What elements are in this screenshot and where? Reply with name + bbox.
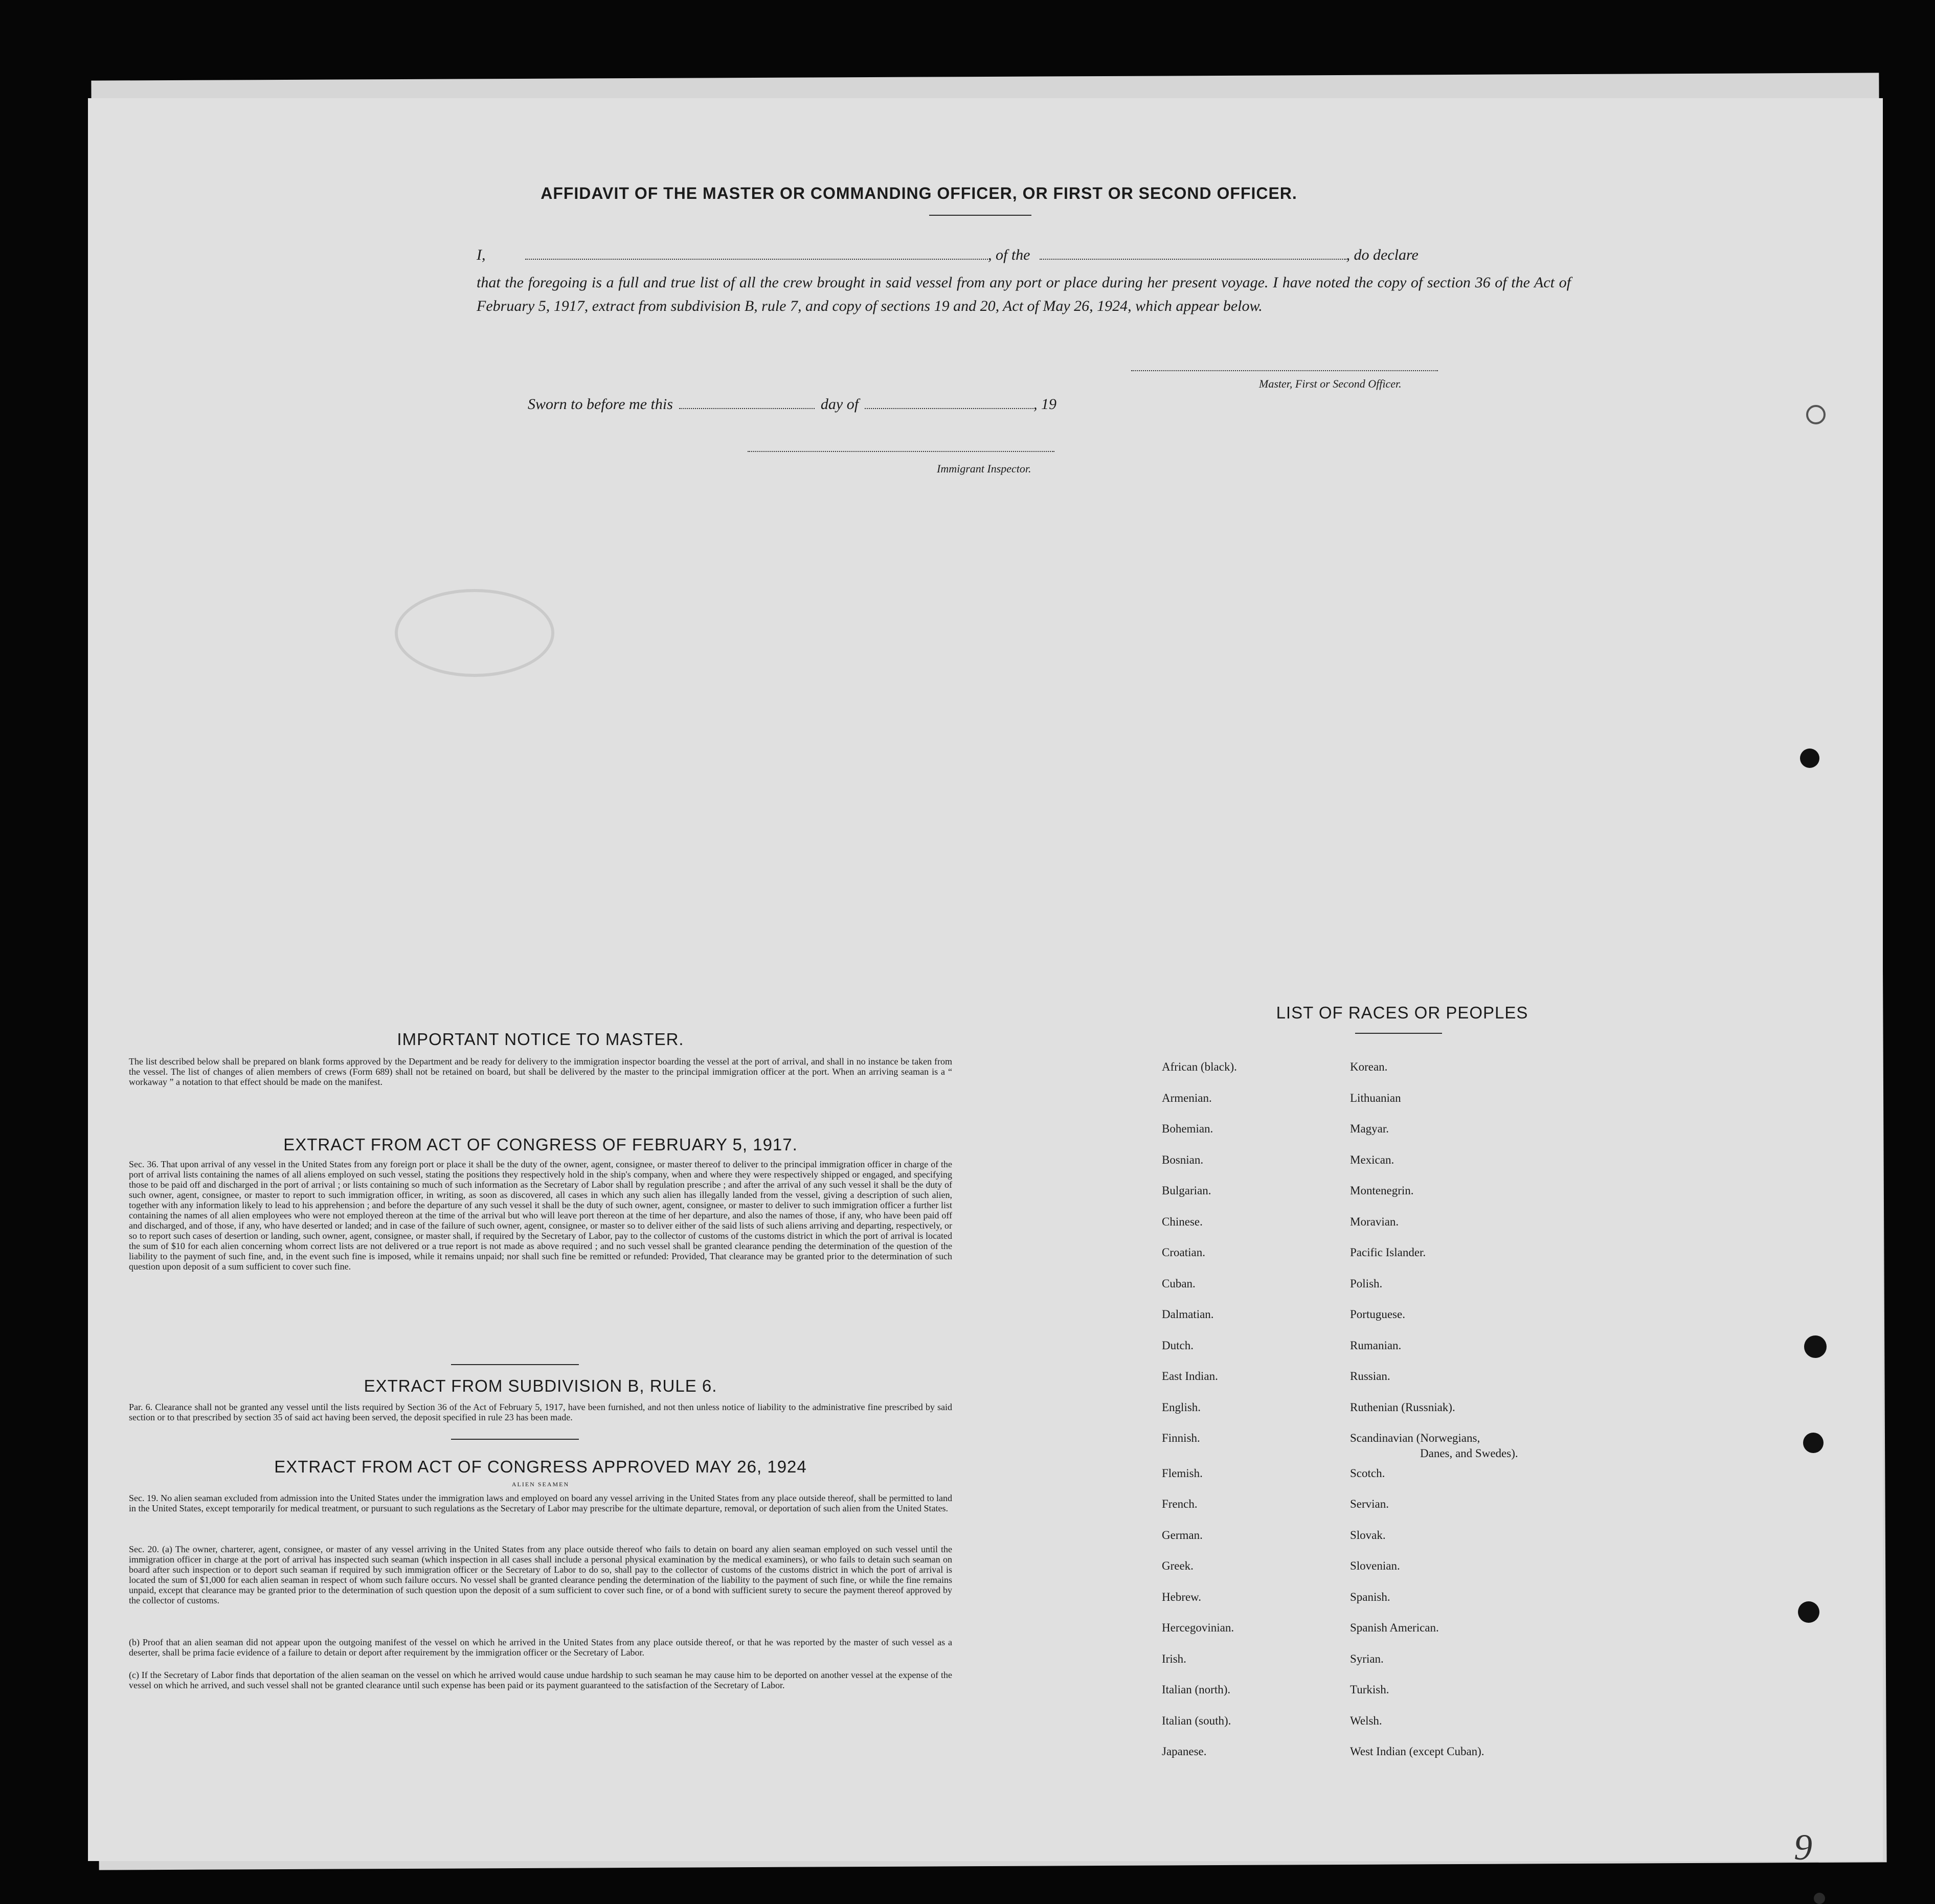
race-item: Greek. xyxy=(1162,1559,1194,1572)
race-item: German. xyxy=(1162,1528,1203,1542)
race-item: Italian (north). xyxy=(1162,1683,1231,1696)
race-item: Flemish. xyxy=(1162,1466,1203,1480)
race-item: Korean. xyxy=(1350,1060,1388,1073)
notice-body: The list described below shall be prepared on blank forms approved by the Department and be ready for delivery to the immigration inspector boarding the vessel at the port of arrival, and shall in no instance be taken from the vessel. The list of changes of alien members of crews (Form 689) shall not be retained on board, but shall be delivered by the master to the principal immigration officer at the port. When an arriving seaman is a “ workaway ” a notation to that effect should be made on the manifest. xyxy=(129,1056,952,1087)
document-page xyxy=(88,98,1883,1868)
race-item: Croatian. xyxy=(1162,1246,1205,1259)
race-item: Finnish. xyxy=(1162,1432,1200,1444)
race-item: East Indian. xyxy=(1162,1370,1218,1382)
extract-1917-body: Sec. 36. That upon arrival of any vessel in the United States from any foreign port or place it shall be the duty of the owner, agent, consignee, or master thereof to deliver to the principal immigration officer in charge of the port of arrival lists containing the names of all aliens employed on such vessel, stating the positions they respectively hold in the ship's company, when and where they were respectively shipped or engaged, and specifying those to be paid off and discharged in the port of arrival ; or lists containing so much of such information as the Secretary of Labor shall by regulation prescribe ; and after the arrival of any such vessel it shall be the duty of such owner, agent, consignee, or master to report to such immigration officer, in writing, as soon as discovered, all cases in which any such alien has illegally landed from the vessel, giving a description of such alien, together with any information likely to lead to his apprehension ; and before the departure of any such vessel it shall be the duty of such owner, agent, consignee, or master to deliver to such immigration officer a further list containing the names of all alien employees who were not employed thereon at the time of the arrival but who will leave port thereon at the time of her departure, and also the names of those, if any, who have been paid off and discharged, and of those, if any, who have deserted or landed; and in case of the failure of such owner, agent, consignee, or master so to deliver either of the said lists of such aliens arriving and departing, respectively, or so to report such cases of desertion or landing, such owner, agent, consignee, or master shall, if required by the Secretary of Labor, pay to the collector of customs of the customs district in which the port of arrival is located the sum of $10 for each alien concerning whom correct lists are not delivered or a true report is not made as above required ; and no such vessel shall be granted clearance pending the determination of the question of the liability to the payment of such fine, and, in the event such fine is imposed, while it remains unpaid; nor shall such fine be remitted or refunded: Provided, That clearance may be granted prior to the determination of such question upon deposit of a sum sufficient to cover such fine. xyxy=(129,1159,952,1272)
race-item-continuation: Danes, and Swedes). xyxy=(1420,1447,1518,1460)
race-item: West Indian (except Cuban). xyxy=(1350,1745,1484,1758)
extract-1924-subtitle: ALIEN SEAMEN xyxy=(511,1481,570,1488)
race-item: Scandinavian (Norwegians, xyxy=(1350,1432,1480,1444)
race-item: Italian (south). xyxy=(1162,1714,1231,1727)
divider xyxy=(451,1439,579,1440)
sworn-month-field[interactable] xyxy=(865,408,1033,409)
race-item: Mexican. xyxy=(1350,1153,1394,1166)
affidavit-title: AFFIDAVIT OF THE MASTER OR COMMANDING OFFICER, OR FIRST OR SECOND OFFICER. xyxy=(541,184,1297,202)
inspector-signature-line[interactable] xyxy=(748,451,1054,452)
notice-title: IMPORTANT NOTICE TO MASTER. xyxy=(397,1030,684,1049)
race-item: Spanish. xyxy=(1350,1590,1390,1603)
race-item: Cuban. xyxy=(1162,1277,1196,1290)
sworn-line xyxy=(528,396,1056,413)
divider xyxy=(1355,1033,1442,1034)
inspector-caption: Immigrant Inspector. xyxy=(937,462,1031,475)
race-item: Syrian. xyxy=(1350,1652,1384,1665)
extract-1917-title: EXTRACT FROM ACT OF CONGRESS OF FEBRUARY 5, 1917. xyxy=(283,1135,798,1154)
extract-1924-sec19: Sec. 19. No alien seaman excluded from admission into the United States under the immigration laws and employed on board any vessel arriving in the United States from any place outside thereof, shall be permitted to land in the United States, except temporarily for medical treatment, or pursuant to such regulations as the Secretary of Labor may prescribe for the ultimate departure, removal, or deportation of such alien from the United States. xyxy=(129,1493,952,1513)
race-item: Montenegrin. xyxy=(1350,1184,1414,1197)
race-item: African (black). xyxy=(1162,1060,1237,1073)
race-item: Scotch. xyxy=(1350,1466,1385,1480)
race-item: Slovenian. xyxy=(1350,1559,1400,1572)
race-item: Polish. xyxy=(1350,1277,1383,1290)
divider xyxy=(929,215,1031,216)
race-item: Dutch. xyxy=(1162,1339,1194,1352)
sworn-day-field[interactable] xyxy=(679,408,815,409)
race-item: Rumanian. xyxy=(1350,1339,1402,1352)
race-item: Japanese. xyxy=(1162,1745,1207,1758)
race-item: Russian. xyxy=(1350,1370,1390,1382)
race-item: Slovak. xyxy=(1350,1528,1386,1542)
race-item: Lithuanian xyxy=(1350,1091,1401,1104)
race-item: Magyar. xyxy=(1350,1122,1389,1135)
race-item: Ruthenian (Russniak). xyxy=(1350,1400,1455,1414)
race-item: Dalmatian. xyxy=(1162,1308,1214,1321)
extract-1924-sec20b: (b) Proof that an alien seaman did not appear upon the outgoing manifest of the vessel on which he arrived in the United States from any place outside thereof, or that he was reported by the master of such vessel as a deserter, shall be prima facie evidence of a failure to detain or deport after requirement by the immigration officer or the Secretary of Labor. xyxy=(129,1637,952,1658)
affidavit-body: that the foregoing is a full and true list of all the crew brought in said vessel from any port or place during her present voyage. I have noted the copy of section 36 of the Act of February 5, 1917, extract from subdivision B, rule 7, and copy of sections 19 and 20, Act of May 26, 1924, which appear below. xyxy=(477,274,1571,314)
punch-hole xyxy=(1798,1601,1819,1623)
extract-1924-sec20c: (c) If the Secretary of Labor finds that deportation of the alien seaman on the vessel on which he arrived would cause undue hardship to such seaman he may cause him to be deported on another vessel at the expense of the vessel on which he arrived, and such vessel shall not be granted clearance until such expense has been paid or its payment guaranteed to the satisfaction of the Secretary of Labor. xyxy=(129,1670,952,1690)
year-prefix: , 19 xyxy=(1033,396,1057,413)
punch-hole xyxy=(1814,1893,1825,1904)
extract-1924-sec20a: Sec. 20. (a) The owner, charterer, agent, consignee, or master of any vessel arriving in the United States from any place outside thereof who fails to detain on board any alien seaman employed on such vessel until the immigration officer in charge at the port of arrival has inspected such seaman (which inspection in all cases shall include a personal physical examination by the medical examiners), or who fails to detain such seaman on board after such inspection or to deport such seaman if required by such immigration officer or the Secretary of Labor to do so, shall pay to the collector of customs of the customs district in which the port of arrival is located the sum of $1,000 for each alien seaman in respect of whom such failure occurs. No vessel shall be granted clearance pending the determination of the liability to the payment of such fine, or while the fine remains unpaid, except that clearance may be granted prior to the determination of such question upon the deposit of a sum sufficient to cover such fine, or of a bond with sufficient surety to secure the payment thereof approved by the collector of customs. xyxy=(129,1544,952,1605)
extract-rule6-body: Par. 6. Clearance shall not be granted any vessel until the lists required by Section 36 of the Act of February 5, 1917, have been furnished, and not then unless notice of liability to the administrative fine prescribed by said section or to that prescribed by section 35 of said act having been served, the deposit specified in rule 23 has been made. xyxy=(129,1402,952,1422)
race-item: Moravian. xyxy=(1350,1215,1399,1228)
corner-handwritten-mark: 9 xyxy=(1794,1827,1812,1868)
race-item: Portuguese. xyxy=(1350,1308,1405,1321)
race-item: Hebrew. xyxy=(1162,1590,1202,1603)
affidavit-i: I, xyxy=(477,246,486,263)
punch-hole xyxy=(1800,749,1819,768)
extract-1924-title: EXTRACT FROM ACT OF CONGRESS APPROVED MAY 26, 1924 xyxy=(274,1457,807,1476)
day-of-text: day of xyxy=(820,396,859,413)
officer-name-field[interactable] xyxy=(525,259,988,260)
race-item: Pacific Islander. xyxy=(1350,1246,1426,1259)
faint-stamp xyxy=(395,589,554,677)
race-item: Irish. xyxy=(1162,1652,1186,1665)
sworn-text: Sworn to before me this xyxy=(528,396,673,413)
master-signature-line[interactable] xyxy=(1131,370,1438,371)
race-item: Turkish. xyxy=(1350,1683,1389,1696)
extract-rule6-title: EXTRACT FROM SUBDIVISION B, RULE 6. xyxy=(364,1376,717,1395)
races-title: LIST OF RACES OR PEOPLES xyxy=(1276,1003,1528,1022)
race-item: English. xyxy=(1162,1400,1201,1414)
race-item: French. xyxy=(1162,1498,1198,1510)
vessel-name-field[interactable] xyxy=(1040,259,1346,260)
race-item: Bosnian. xyxy=(1162,1153,1204,1166)
punch-hole xyxy=(1803,1433,1824,1453)
race-item: Spanish American. xyxy=(1350,1621,1439,1634)
punch-hole-ring xyxy=(1806,405,1826,424)
affidavit-declaration-line xyxy=(477,246,1576,264)
divider xyxy=(451,1364,579,1365)
punch-hole xyxy=(1804,1335,1827,1358)
race-item: Servian. xyxy=(1350,1498,1389,1510)
race-item: Bulgarian. xyxy=(1162,1184,1211,1197)
race-item: Armenian. xyxy=(1162,1091,1212,1104)
affidavit-of-the: , of the xyxy=(988,246,1030,263)
race-item: Bohemian. xyxy=(1162,1122,1213,1135)
affidavit-do-declare: , do declare xyxy=(1346,246,1419,263)
race-item: Welsh. xyxy=(1350,1714,1382,1727)
race-item: Chinese. xyxy=(1162,1215,1203,1228)
master-signature-caption: Master, First or Second Officer. xyxy=(1259,377,1402,390)
race-item: Hercegovinian. xyxy=(1162,1621,1234,1634)
